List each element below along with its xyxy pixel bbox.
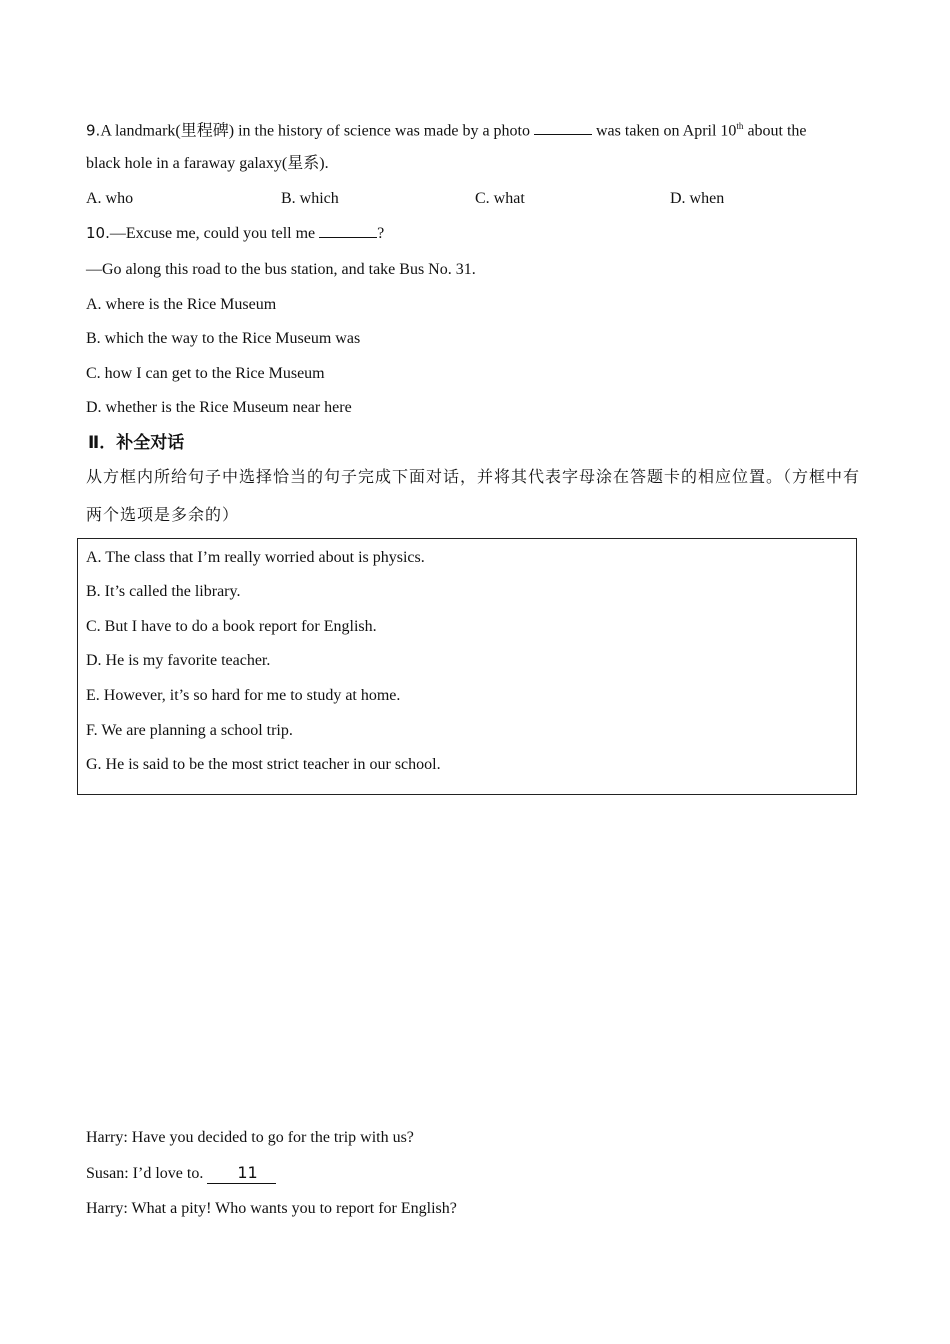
dialogue-text: Susan: I’d love to. [86,1165,204,1182]
question-9-line2: black hole in a faraway galaxy(星系). [86,155,329,172]
question-text: was taken on April 10 [596,122,737,140]
superscript: th [736,121,744,131]
box-option-e: E. However, it’s so hard for me to study at home. [86,687,401,704]
option-d: D. when [670,190,725,207]
question-text: ? [377,225,385,242]
option-b: B. which [281,190,339,207]
option-d: D. whether is the Rice Museum near here [86,399,352,416]
dialogue-line: Harry: What a pity! Who wants you to report for English? [86,1200,457,1217]
option-c: C. what [475,190,525,207]
question-9-options [86,189,846,209]
question-10-reply: —Go along this road to the bus station, and take Bus No. 31. [86,261,476,278]
option-a: A. where is the Rice Museum [86,296,277,313]
option-c: C. how I can get to the Rice Museum [86,365,325,382]
box-option-g: G. He is said to be the most strict teacher in our school. [86,756,441,773]
box-option-c: C. But I have to do a book report for English. [86,618,377,635]
box-option-d: D. He is my favorite teacher. [86,652,271,669]
blank-number: 11 [207,1163,275,1184]
answer-blank [534,120,592,135]
box-option-b: B. It’s called the library. [86,583,241,600]
option-b: B. which the way to the Rice Museum was [86,330,361,347]
section-heading: Ⅱ．补全对话 [88,433,185,453]
question-10-prompt [86,223,384,244]
question-text: about the [747,122,807,140]
section-instructions: 从方框内所给句子中选择恰当的句子完成下面对话，并将其代表字母涂在答题卡的相应位置。（方框中有 [86,469,861,486]
question-number: 10. [86,224,110,242]
question-text: —Excuse me, could you tell me [109,225,316,242]
question-number: 9. [86,121,101,140]
answer-blank [319,223,377,238]
dialogue-line [86,1163,276,1184]
section-instructions-cont: 两个选项是多余的） [86,507,240,524]
question-9-line1 [86,116,807,141]
question-text: A landmark(里程碑) in the history of science was made by a photo [100,122,530,140]
option-a: A. who [86,190,134,207]
box-option-f: F. We are planning a school trip. [86,722,293,739]
dialogue-line: Harry: Have you decided to go for the trip with us? [86,1129,414,1146]
box-option-a: A. The class that I’m really worried about is physics. [86,549,425,566]
